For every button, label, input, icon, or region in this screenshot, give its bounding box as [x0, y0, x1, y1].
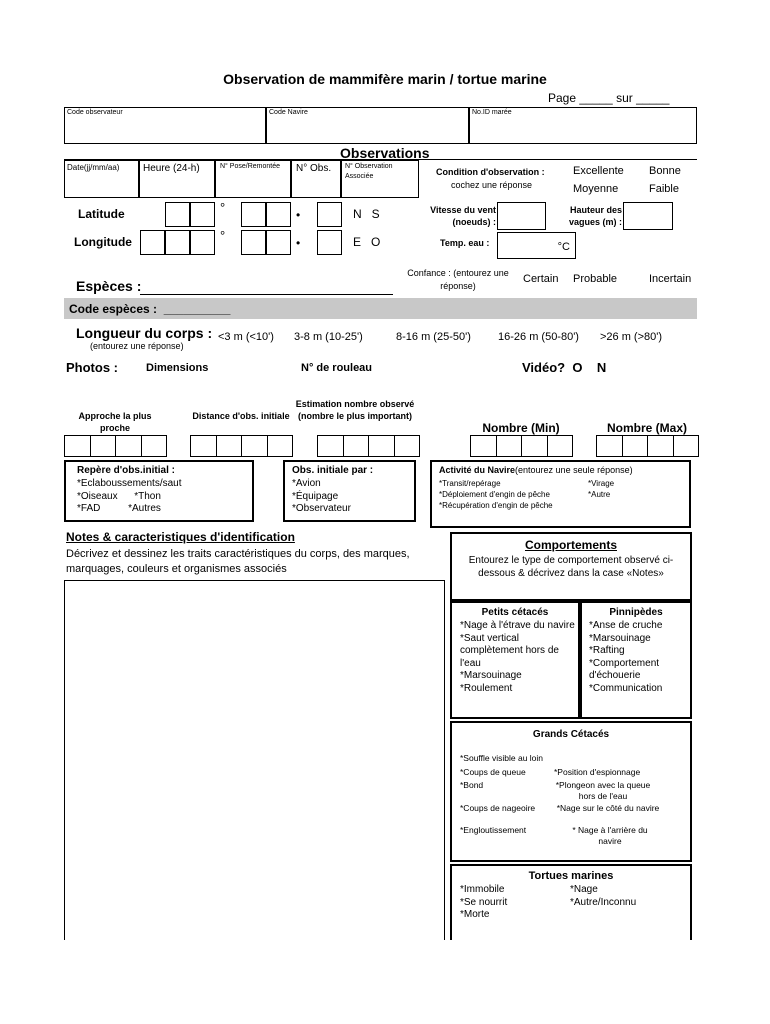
initial-distance-cell[interactable]: [190, 435, 217, 457]
observer-code-label: Code observateur: [67, 109, 123, 116]
condition-medium[interactable]: Moyenne: [573, 183, 619, 195]
initial-distance-cell[interactable]: [267, 435, 294, 457]
count-min-label: Nombre (Min): [482, 421, 560, 435]
initial-obs-by-box: [283, 460, 416, 522]
condition-sub: cochez une réponse: [451, 180, 533, 190]
length-opt-1[interactable]: <3 m (<10'): [218, 331, 274, 343]
condition-good[interactable]: Bonne: [649, 165, 681, 177]
vessel-activity-options-right[interactable]: *Virage *Autre: [588, 479, 615, 499]
confidence-probable[interactable]: Probable: [573, 273, 618, 285]
lon-deg-3[interactable]: [190, 230, 215, 255]
count-max-cell[interactable]: [647, 435, 674, 457]
lat-min-2[interactable]: [266, 202, 291, 227]
lc-blow[interactable]: *Souffle visible au loin: [460, 753, 544, 763]
lc-flipper-slap[interactable]: *Coups de nageoire: [460, 803, 536, 813]
large-cetaceans-title: Grands Cétacés: [532, 729, 610, 740]
temp-unit: °C: [557, 241, 570, 253]
obs-number-label: N° Obs.: [296, 163, 332, 174]
vessel-code-label: Code Navire: [269, 109, 308, 116]
lon-decimal-dot: •: [296, 236, 301, 250]
species-code-label[interactable]: Code espèces : __________: [69, 302, 231, 316]
pinnipeds-options[interactable]: *Anse de cruche *Marsouinage *Rafting *Comportement d'échouerie *Communication: [589, 620, 663, 694]
lc-stern-swim[interactable]: * Nage à l'arrière du navire: [572, 825, 648, 846]
wind-field[interactable]: [497, 202, 546, 230]
lon-min-2[interactable]: [266, 230, 291, 255]
closest-approach-label: Approche la plus proche: [78, 411, 152, 433]
lat-min-1[interactable]: [241, 202, 266, 227]
vessel-code-field[interactable]: [266, 107, 469, 144]
notes-area[interactable]: [64, 580, 445, 940]
date-field[interactable]: [64, 160, 139, 198]
photos-roll-number: N° de rouleau: [301, 362, 373, 374]
small-cetaceans-title: Petits cétacés: [481, 607, 549, 618]
length-opt-4[interactable]: 16-26 m (50-80'): [498, 331, 579, 343]
lon-decimal[interactable]: [317, 230, 342, 255]
lat-deg-2[interactable]: [190, 202, 215, 227]
small-cetaceans-box: [450, 601, 580, 719]
species-label: Espèces :: [76, 278, 142, 294]
turtles-options-left[interactable]: *Immobile *Se nourrit *Morte: [460, 884, 508, 920]
notes-description: Décrivez et dessinez les traits caractéristiques du corps, des marques, marquages, couleurs et organismes associés: [66, 548, 410, 575]
initial-obs-by-title: Obs. initiale par :: [292, 465, 374, 476]
wind-label: Vitesse du vent (noeuds) :: [430, 205, 496, 227]
count-min-cell[interactable]: [470, 435, 497, 457]
page-title: Observation de mammifère marin / tortue marine: [223, 71, 547, 87]
date-label: Date(jj/mm/aa): [67, 163, 120, 172]
photos-label: Photos :: [66, 360, 118, 375]
confidence-certain[interactable]: Certain: [523, 273, 559, 285]
initial-cue-title: Repère d'obs.initial :: [77, 465, 175, 476]
count-min-cell[interactable]: [496, 435, 523, 457]
closest-approach-cell[interactable]: [141, 435, 168, 457]
count-max-cell[interactable]: [596, 435, 623, 457]
lc-fluke-dive[interactable]: *Plongeon avec la queue hors de l'eau: [555, 780, 651, 801]
lat-decimal-dot: •: [296, 208, 301, 222]
pinnipeds-box: [580, 601, 692, 719]
temp-field[interactable]: [497, 232, 576, 259]
estimate-cell[interactable]: [368, 435, 395, 457]
trip-id-label: No.ID marée: [472, 109, 512, 116]
count-max-label: Nombre (Max): [606, 421, 687, 435]
vessel-activity-options-left[interactable]: *Transit/repérage *Déploiement d'engin de pêche *Récupération d'engin de pêche: [439, 479, 553, 510]
wave-label: Hauteur des vagues (m) :: [568, 205, 622, 227]
lon-deg-2[interactable]: [165, 230, 190, 255]
video-question[interactable]: Vidéo? O N: [522, 360, 607, 375]
initial-cue-box: [64, 460, 254, 522]
length-opt-2[interactable]: 3-8 m (10-25'): [294, 331, 363, 343]
lon-hemisphere[interactable]: E O: [353, 235, 381, 249]
lc-breach[interactable]: *Bond: [460, 780, 484, 790]
lc-side-swim[interactable]: *Nage sur le côté du navire: [556, 803, 660, 813]
notes-title: Notes & caracteristiques d'identification: [66, 530, 295, 544]
species-line[interactable]: [140, 294, 393, 295]
closest-approach-cell[interactable]: [90, 435, 117, 457]
estimate-cell[interactable]: [317, 435, 344, 457]
lc-tail-slap[interactable]: *Coups de queue: [460, 767, 526, 777]
condition-label: Condition d'observation :: [436, 167, 545, 177]
confidence-uncertain[interactable]: Incertain: [649, 273, 692, 285]
page-counter[interactable]: Page _____ sur _____: [548, 91, 670, 105]
temp-label: Temp. eau :: [440, 238, 490, 248]
confidence-label: Confance : (entourez une réponse): [407, 268, 509, 291]
associated-obs-label: N° Observation Associée: [345, 163, 393, 180]
observer-code-field[interactable]: [64, 107, 266, 144]
estimate-cell[interactable]: [394, 435, 421, 457]
initial-distance-cell[interactable]: [216, 435, 243, 457]
lc-spyhop[interactable]: *Position d'espionnage: [554, 767, 641, 777]
initial-distance-cell[interactable]: [241, 435, 268, 457]
behaviours-description: Entourez le type de comportement observé ci-dessous & décrivez dans la case «Notes»: [468, 555, 674, 579]
lon-deg-1[interactable]: [140, 230, 165, 255]
set-number-field[interactable]: [215, 160, 291, 198]
wave-field[interactable]: [623, 202, 673, 230]
latitude-label: Latitude: [78, 207, 125, 221]
condition-excellent[interactable]: Excellente: [573, 165, 624, 177]
behaviours-box: [450, 532, 692, 601]
turtles-box: [450, 864, 692, 940]
photos-dimensions: Dimensions: [146, 362, 209, 374]
length-opt-5[interactable]: >26 m (>80'): [600, 331, 663, 343]
large-cetaceans-box: [450, 721, 692, 862]
lat-degree-symbol: °: [220, 200, 226, 215]
lat-decimal[interactable]: [317, 202, 342, 227]
set-number-label: N° Pose/Remontée: [220, 163, 280, 170]
turtles-title: Tortues marines: [528, 870, 614, 882]
initial-cue-options[interactable]: *Eclaboussements/saut *Oiseaux *Thon *FAD *Autres: [77, 478, 182, 514]
lat-deg-1[interactable]: [165, 202, 190, 227]
hour-label: Heure (24-h): [143, 163, 200, 174]
trip-id-field[interactable]: [469, 107, 697, 144]
initial-obs-by-options[interactable]: *Avion *Équipage *Observateur: [292, 478, 351, 514]
vessel-activity-title: Activité du Navire: [439, 465, 516, 475]
vessel-activity-heading: [439, 465, 633, 475]
associated-obs-field[interactable]: [341, 160, 419, 198]
turtles-options-right[interactable]: *Nage *Autre/Inconnu: [570, 884, 637, 908]
obs-number-field[interactable]: [291, 160, 341, 198]
small-cetaceans-options[interactable]: *Nage à l'étrave du navire *Saut vertical complètement hors de l'eau *Marsouinage *Roulement: [460, 620, 575, 694]
lon-min-1[interactable]: [241, 230, 266, 255]
lon-degree-symbol: °: [220, 228, 226, 243]
length-opt-3[interactable]: 8-16 m (25-50'): [396, 331, 471, 343]
count-max-cell[interactable]: [673, 435, 700, 457]
condition-poor[interactable]: Faible: [649, 183, 679, 195]
length-label: Longueur du corps :: [76, 325, 213, 341]
longitude-label: Longitude: [74, 235, 132, 249]
count-min-cell[interactable]: [547, 435, 574, 457]
estimate-label: Estimation nombre observé (nombre le plus important): [295, 399, 415, 421]
pinnipeds-title: Pinnipèdes: [609, 607, 663, 618]
count-max-cell[interactable]: [622, 435, 649, 457]
vessel-activity-sub: (entourez une seule réponse): [515, 465, 633, 475]
closest-approach-cell[interactable]: [64, 435, 91, 457]
behaviours-title: Comportements: [524, 538, 617, 552]
count-min-cell[interactable]: [521, 435, 548, 457]
lat-hemisphere[interactable]: N S: [353, 207, 380, 221]
observations-heading: Observations: [340, 145, 430, 161]
vessel-activity-box: [430, 460, 691, 528]
lc-engulfment[interactable]: *Engloutissement: [460, 825, 527, 835]
initial-distance-label: Distance d'obs. initiale: [192, 411, 290, 421]
hour-field[interactable]: [139, 160, 215, 198]
estimate-cell[interactable]: [343, 435, 370, 457]
closest-approach-cell[interactable]: [115, 435, 142, 457]
length-sub: (entourez une réponse): [90, 341, 184, 351]
